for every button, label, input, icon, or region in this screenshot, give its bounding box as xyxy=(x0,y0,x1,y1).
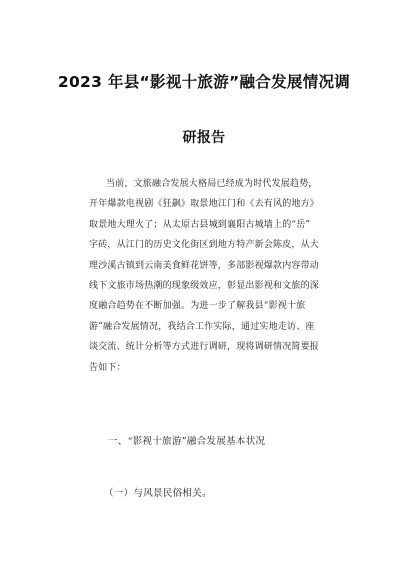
intro-line: 取景地大理火了；从太原古县城到襄阳古城墙上的“岳” xyxy=(89,219,311,230)
intro-line: 告如下： xyxy=(89,362,126,373)
intro-paragraph xyxy=(89,174,329,378)
intro-line: 当前，文旅融合发展大格局已经成为时代发展趋势， xyxy=(106,179,318,189)
intro-line: 游”融合发展情况，我结合工作实际，通过实地走访、座 xyxy=(89,321,315,332)
intro-line: 谈交流、统计分析等方式进行调研，现将调研情况简要报 xyxy=(89,342,320,353)
section-heading: 一、“影视十旅游”融合发展基本状况 xyxy=(108,436,266,447)
subsection-heading: （一）与风景民俗相关。 xyxy=(104,488,212,499)
document-title-line-2: 研报告 xyxy=(182,130,226,146)
document-title-line-1: 2023 年县“影视十旅游”融合发展情况调 xyxy=(57,73,351,91)
intro-line: 度融合趋势在不断加强。为进一步了解我县“影视十旅 xyxy=(89,301,306,312)
intro-line: 字砖，从江门的历史文化街区到地方特产新会陈皮，从大 xyxy=(89,240,320,251)
intro-line: 理沙溪古镇到云南美食鲜花饼等，多部影视爆款内容带动 xyxy=(89,260,320,271)
intro-line: 开年爆款电视剧《狂飙》取景地江门和《去有风的地方》 xyxy=(89,199,320,210)
intro-line: 线下文旅市场热潮的现象级效应，彰显出影视和文旅的深 xyxy=(89,280,320,291)
